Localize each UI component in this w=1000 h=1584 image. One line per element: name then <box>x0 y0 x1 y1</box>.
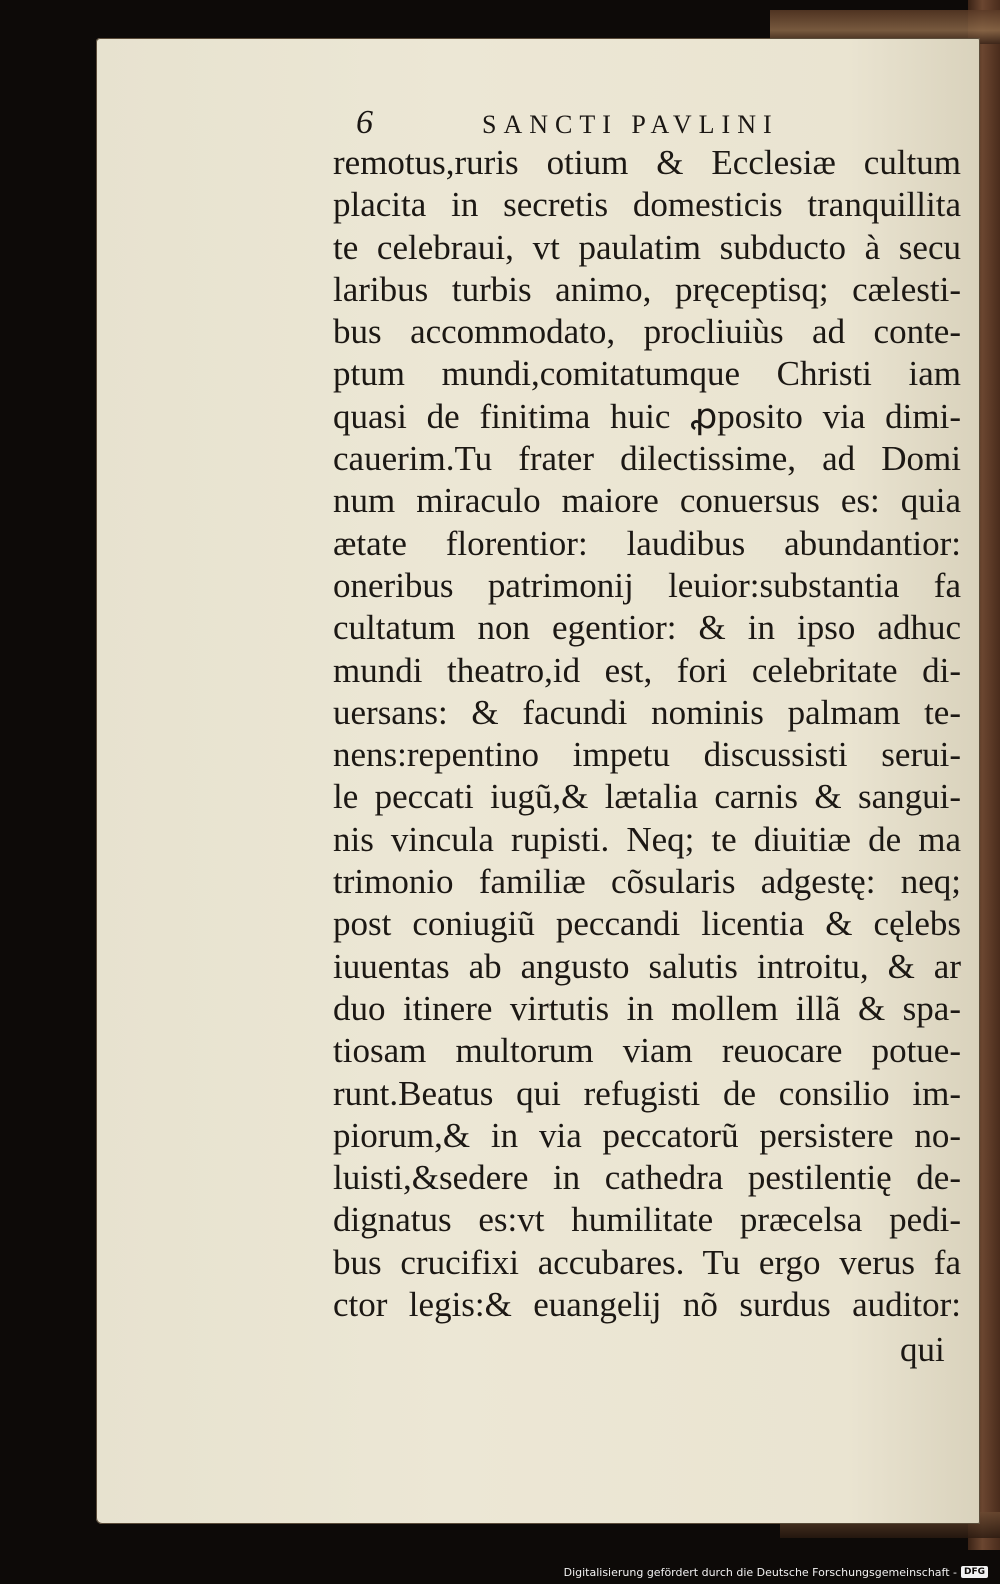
text-line: quasi de finitima huic ꝓposito via dimi- <box>333 396 961 436</box>
text-line: nis vincula rupisti. Neq; te diuitiæ de ma <box>333 819 961 859</box>
text-line: laribus turbis animo, pręceptisq; cælesti- <box>333 269 961 309</box>
text-line: num miraculo maiore conuersus es: quia <box>333 481 961 521</box>
catchword: qui <box>900 1330 945 1369</box>
text-line: remotus,ruris otium & Ecclesiæ cultum <box>333 143 961 182</box>
text-line: iuuentas ab angusto salutis introitu, & ar <box>333 946 961 986</box>
text-line: mundi theatro,id est, fori celebritate di- <box>333 650 961 690</box>
text-line: bus crucifixi accubares. Tu ergo verus fa <box>333 1242 961 1282</box>
page-header <box>356 104 836 144</box>
text-line: cauerim.Tu frater dilectissime, ad Domi <box>333 439 961 479</box>
text-line: dignatus es:vt humilitate præcelsa pedi- <box>333 1200 961 1240</box>
text-line: duo itinere virtutis in mollem illã & spa- <box>333 988 961 1028</box>
running-title: SANCTI PAVLINI <box>482 110 779 139</box>
text-line: luisti,&sedere in cathedra pestilentię de- <box>333 1158 961 1198</box>
text-line: post coniugiũ peccandi licentia & cęlebs <box>333 904 961 944</box>
text-line: oneribus patrimonij leuior:substantia fa <box>333 565 961 605</box>
text-line: tiosam multorum viam reuocare potue- <box>333 1031 961 1071</box>
page-number: 6 <box>356 104 373 141</box>
text-line: piorum,& in via peccatorũ persistere no- <box>333 1115 961 1155</box>
text-line: trimonio familiæ cõsularis adgestę: neq; <box>333 862 961 902</box>
text-line: ptum mundi,comitatumque Christi iam <box>333 354 961 394</box>
body-text <box>333 142 961 1326</box>
text-line: runt.Beatus qui refugisti de consilio im- <box>333 1073 961 1113</box>
text-line: ætate florentior: laudibus abundantior: <box>333 523 961 563</box>
digitization-footer <box>564 1562 988 1582</box>
text-line: placita in secretis domesticis tranquillita <box>333 185 961 225</box>
text-line: cultatum non egentior: & in ipso adhuc <box>333 608 961 648</box>
text-line: le peccati iugũ,& lætalia carnis & sangui- <box>333 777 961 817</box>
text-line: nens:repentino impetu discussisti serui- <box>333 735 961 775</box>
text-line: ctor legis:& euangelij nõ surdus auditor: <box>333 1285 961 1325</box>
text-line: bus accommodato, procliuiùs ad conte- <box>333 312 961 352</box>
dfg-logo: DFG <box>961 1566 988 1578</box>
text-line: te celebraui, vt paulatim subducto à secu <box>333 227 961 267</box>
footer-credit: Digitalisierung gefördert durch die Deutsche Forschungsgemeinschaft - <box>563 1565 957 1579</box>
text-line: uersans: & facundi nominis palmam te- <box>333 692 961 732</box>
